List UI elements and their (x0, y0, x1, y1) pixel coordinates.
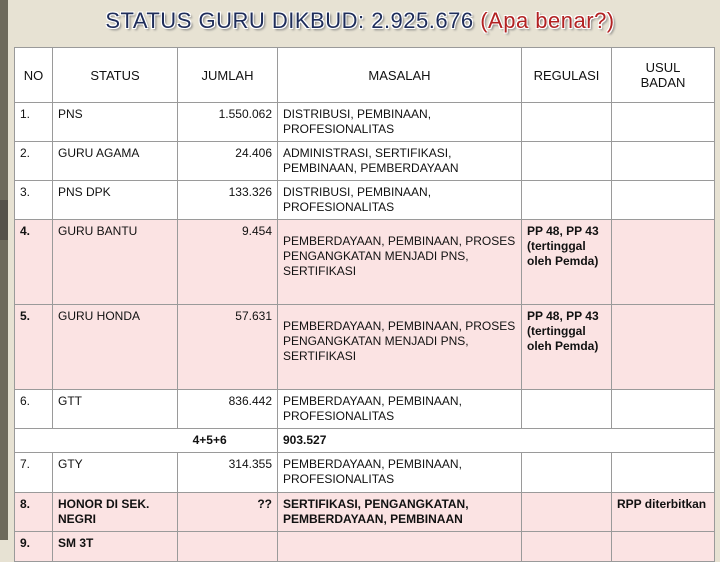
cell-usul: RPP diterbitkan (612, 493, 715, 532)
cell-status: PNS (53, 103, 178, 142)
cell-usul (612, 305, 715, 390)
cell-jumlah: 9.454 (178, 220, 278, 305)
cell-no: 4. (15, 220, 53, 305)
cell-masalah: PEMBERDAYAAN, PEMBINAAN, PROSES PENGANGKATAN MENJADI PNS, SERTIFIKASI (278, 305, 522, 390)
cell-regulasi (522, 390, 612, 429)
cell-status: GTY (53, 453, 178, 493)
cell-masalah (278, 532, 522, 562)
cell-usul (612, 103, 715, 142)
table-row (15, 305, 715, 390)
cell-usul (612, 220, 715, 305)
subtotal-value: 903.527 (278, 429, 522, 453)
cell-regulasi (522, 142, 612, 181)
col-header-regulasi: REGULASI (522, 48, 612, 103)
cell-status: HONOR DI SEK. NEGRI (53, 493, 178, 532)
col-header-jumlah: JUMLAH (178, 48, 278, 103)
header-row (15, 48, 715, 103)
cell-no: 2. (15, 142, 53, 181)
cell-jumlah: 133.326 (178, 181, 278, 220)
cell-jumlah: 836.442 (178, 390, 278, 429)
table-row (15, 103, 715, 142)
cell-no: 5. (15, 305, 53, 390)
cell-regulasi (522, 493, 612, 532)
cell-no: 3. (15, 181, 53, 220)
table-row (15, 220, 715, 305)
cell-status: GURU HONDA (53, 305, 178, 390)
cell-regulasi (522, 181, 612, 220)
cell-jumlah: 1.550.062 (178, 103, 278, 142)
table-row (15, 453, 715, 493)
cell-regulasi (522, 532, 612, 562)
col-header-status: STATUS (53, 48, 178, 103)
cell-usul (612, 390, 715, 429)
status-guru-table (14, 47, 715, 562)
cell-masalah: DISTRIBUSI, PEMBINAAN, PROFESIONALITAS (278, 103, 522, 142)
cell-no: 6. (15, 390, 53, 429)
left-accent-marker (0, 200, 8, 240)
cell-jumlah (178, 532, 278, 562)
col-header-no: NO (15, 48, 53, 103)
title-question: (Apa benar?) (480, 8, 615, 33)
cell-no: 7. (15, 453, 53, 493)
cell-jumlah: 314.355 (178, 453, 278, 493)
cell-masalah: SERTIFIKASI, PENGANGKATAN, PEMBERDAYAAN, PEMBINAAN (278, 493, 522, 532)
cell-masalah: PEMBERDAYAAN, PEMBINAAN, PROFESIONALITAS (278, 390, 522, 429)
cell-no: 8. (15, 493, 53, 532)
table-row (15, 142, 715, 181)
cell-status: GURU AGAMA (53, 142, 178, 181)
slide-title (0, 8, 720, 34)
cell-status: SM 3T (53, 532, 178, 562)
table-row (15, 390, 715, 429)
cell-no: 9. (15, 532, 53, 562)
left-accent-bar (0, 0, 8, 540)
cell-masalah: PEMBERDAYAAN, PEMBINAAN, PROSES PENGANGKATAN MENJADI PNS, SERTIFIKASI (278, 220, 522, 305)
cell-masalah: DISTRIBUSI, PEMBINAAN, PROFESIONALITAS (278, 181, 522, 220)
table-row (15, 493, 715, 532)
cell-status: GURU BANTU (53, 220, 178, 305)
cell-usul (612, 142, 715, 181)
subtotal-row (15, 429, 715, 453)
cell-usul (612, 453, 715, 493)
cell-no: 1. (15, 103, 53, 142)
cell-status: PNS DPK (53, 181, 178, 220)
cell-usul (612, 181, 715, 220)
subtotal-formula: 4+5+6 (192, 433, 227, 447)
cell-regulasi: PP 48, PP 43 (tertinggal oleh Pemda) (522, 220, 612, 305)
title-main: STATUS GURU DIKBUD: 2.925.676 (105, 8, 474, 33)
subtotal-empty (522, 429, 612, 453)
cell-masalah: ADMINISTRASI, SERTIFIKASI, PEMBINAAN, PEMBERDAYAAN (278, 142, 522, 181)
cell-jumlah: 24.406 (178, 142, 278, 181)
subtotal-empty (612, 429, 715, 453)
cell-regulasi (522, 453, 612, 493)
cell-status: GTT (53, 390, 178, 429)
cell-regulasi: PP 48, PP 43 (tertinggal oleh Pemda) (522, 305, 612, 390)
col-header-usul-badan: USUL BADAN (612, 48, 715, 103)
cell-regulasi (522, 103, 612, 142)
subtotal-label (15, 429, 278, 453)
col-header-masalah: MASALAH (278, 48, 522, 103)
cell-usul (612, 532, 715, 562)
cell-masalah: PEMBERDAYAAN, PEMBINAAN, PROFESIONALITAS (278, 453, 522, 493)
cell-jumlah: 57.631 (178, 305, 278, 390)
table-row (15, 181, 715, 220)
table-row (15, 532, 715, 562)
cell-jumlah: ?? (178, 493, 278, 532)
